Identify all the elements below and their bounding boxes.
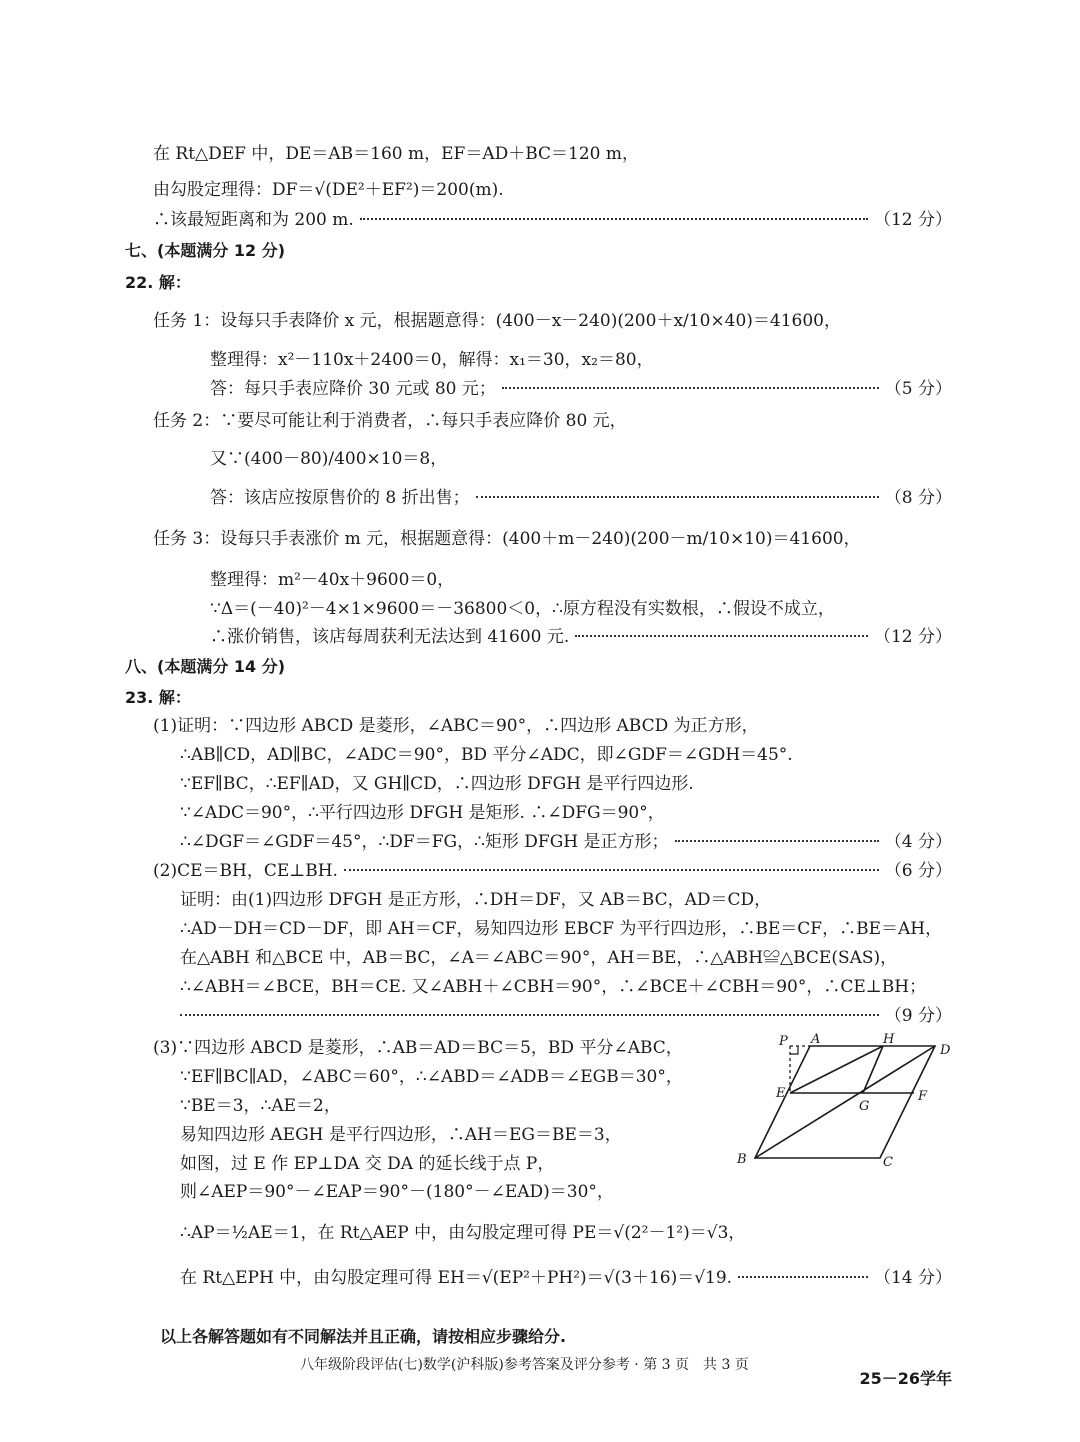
school-year: 25－26学年	[859, 1369, 952, 1388]
task-1-line: 任务 1：设每只手表降价 x 元，根据题意得：(400－x－240)(200＋x/10×40)＝41600，	[153, 311, 841, 331]
label-e: E	[776, 1086, 786, 1101]
grading-note: 以上各解答题如有不同解法并且正确，请按相应步骤给分.	[160, 1327, 567, 1346]
score-label: （5 分）	[884, 379, 952, 399]
part-3-line-e: 则∠AEP＝90°－∠EAP＝90°－(180°－∠EAD)＝30°，	[180, 1182, 614, 1202]
part-3-line: (3)∵四边形 ABCD 是菱形，∴AB＝AD＝BC＝5，BD 平分∠ABC，	[153, 1038, 683, 1058]
line-text: 答：每只手表应降价 30 元或 80 元；	[210, 379, 496, 399]
score-label: （12 分）	[873, 210, 952, 230]
part-3-line-f: ∴AP＝½AE＝1，在 Rt△AEP 中，由勾股定理可得 PE＝√(2²－1²)＝√3，	[180, 1223, 746, 1243]
leader-dots	[344, 869, 879, 871]
part-3-line-g	[180, 1263, 952, 1293]
part-2-line	[153, 856, 952, 886]
part-1-line-a: ∴AB∥CD，AD∥BC，∠ADC＝90°，BD 平分∠ADC，即∠GDF＝∠GDH＝45°.	[180, 745, 793, 765]
task-2-answer	[210, 483, 952, 513]
section-heading-8: 八、(本题满分 14 分)	[125, 657, 286, 676]
leader-dots	[180, 1014, 879, 1016]
score-label: （9 分）	[884, 1006, 952, 1026]
score-label: （6 分）	[884, 861, 952, 881]
line-text: ∴该最短距离和为 200 m.	[153, 210, 354, 230]
part-1-line: (1)证明：∵四边形 ABCD 是菱形，∠ABC＝90°，∴四边形 ABCD 为正方形，	[153, 716, 759, 736]
part-1-line-c: ∵∠ADC＝90°，∴平行四边形 DFGH 是矩形. ∴∠DFG＝90°，	[180, 803, 665, 823]
line-text: (2)CE＝BH，CE⊥BH.	[153, 861, 338, 881]
label-g: G	[859, 1099, 870, 1114]
part-2-line-d: ∴∠ABH＝∠BCE，BH＝CE. 又∠ABH＋∠CBH＝90°，∴∠BCE＋∠CBH＝90°，∴CE⊥BH；	[180, 977, 927, 997]
task-1-simplify: 整理得：x²－110x＋2400＝0，解得：x₁＝30，x₂＝80，	[210, 350, 654, 370]
part-3-line-c: 易知四边形 AEGH 是平行四边形，∴AH＝EG＝BE＝3，	[180, 1125, 622, 1145]
line-text: ∴∠DGF＝∠GDF＝45°，∴DF＝FG，∴矩形 DFGH 是正方形；	[180, 832, 669, 852]
part-1-line-d	[180, 827, 952, 857]
line-shortest-distance	[153, 205, 952, 235]
score-label: （8 分）	[884, 488, 952, 508]
problem-22-heading: 22. 解：	[125, 273, 191, 292]
segment-eh	[790, 1046, 883, 1093]
task-3-line: 任务 3：设每只手表涨价 m 元，根据题意得：(400＋m－240)(200－m/10×10)＝41600，	[153, 529, 861, 549]
rhombus-figure	[735, 1028, 960, 1173]
part-2-line-b: ∴AD－DH＝CD－DF，即 AH＝CF，易知四边形 EBCF 为平行四边形，∴BE＝CF，∴BE＝AH，	[180, 919, 943, 939]
label-h: H	[883, 1032, 895, 1047]
task-3-simplify: 整理得：m²－40x＋9600＝0，	[210, 570, 455, 590]
part-3-line-a: ∵EF∥BC∥AD，∠ABC＝60°，∴∠ABD＝∠ADB＝∠EGB＝30°，	[180, 1067, 683, 1087]
label-f: F	[918, 1089, 928, 1104]
page-footer: 八年级阶段评估(七)数学(沪科版)参考答案及评分参考 · 第 3 页 共 3 页	[300, 1357, 749, 1373]
leader-dots	[575, 635, 868, 637]
leader-dots	[502, 387, 879, 389]
task-3-conclusion	[210, 622, 952, 652]
line-text: ∴涨价销售，该店每周获利无法达到 41600 元.	[210, 627, 570, 647]
section-heading-7: 七、(本题满分 12 分)	[125, 241, 286, 260]
label-a: A	[811, 1032, 821, 1047]
part-2-score-line	[180, 1001, 952, 1031]
score-label: （4 分）	[884, 832, 952, 852]
line-text: 答：该店应按原售价的 8 折出售；	[210, 488, 470, 508]
task-3-discriminant: ∵Δ＝(－40)²－4×1×9600＝－36800＜0，∴原方程没有实数根，∴假设不成立，	[210, 599, 835, 619]
label-d: D	[940, 1043, 951, 1058]
task-1-answer	[210, 374, 952, 404]
right-angle-mark	[790, 1046, 798, 1054]
leader-dots	[360, 218, 868, 220]
part-3-line-d: 如图，过 E 作 EP⊥DA 交 DA 的延长线于点 P，	[180, 1154, 555, 1174]
line-pythagoras-df: 由勾股定理得：DF＝√(DE²＋EF²)＝200(m).	[153, 180, 504, 200]
score-label: （14 分）	[873, 1268, 952, 1288]
part-3-line-b: ∵BE＝3，∴AE＝2，	[180, 1096, 341, 1116]
leader-dots	[675, 840, 879, 842]
line-text: 在 Rt△EPH 中，由勾股定理可得 EH＝√(EP²＋PH²)＝√(3＋16)＝√19.	[180, 1268, 733, 1288]
leader-dots	[738, 1276, 868, 1278]
label-b: B	[737, 1152, 747, 1167]
task-2-line: 任务 2：∵要尽可能让利于消费者，∴每只手表应降价 80 元，	[153, 411, 627, 431]
label-p: P	[779, 1034, 788, 1049]
leader-dots	[476, 496, 879, 498]
line-rt-def: 在 Rt△DEF 中，DE＝AB＝160 m，EF＝AD＋BC＝120 m，	[153, 144, 640, 164]
part-2-line-a: 证明：由(1)四边形 DFGH 是正方形，∴DH＝DF，又 AB＝BC，AD＝CD，	[180, 890, 772, 910]
problem-23-heading: 23. 解：	[125, 688, 191, 707]
label-c: C	[883, 1155, 893, 1170]
segment-gh	[863, 1046, 883, 1093]
task-2-calc: 又∵(400－80)/400×10＝8，	[210, 449, 448, 469]
part-2-line-c: 在△ABH 和△BCE 中，AB＝BC，∠A＝∠ABC＝90°，AH＝BE，∴△ABH≌△BCE(SAS)，	[180, 948, 898, 968]
score-label: （12 分）	[873, 627, 952, 647]
part-1-line-b: ∵EF∥BC，∴EF∥AD，又 GH∥CD，∴四边形 DFGH 是平行四边形.	[180, 774, 694, 794]
